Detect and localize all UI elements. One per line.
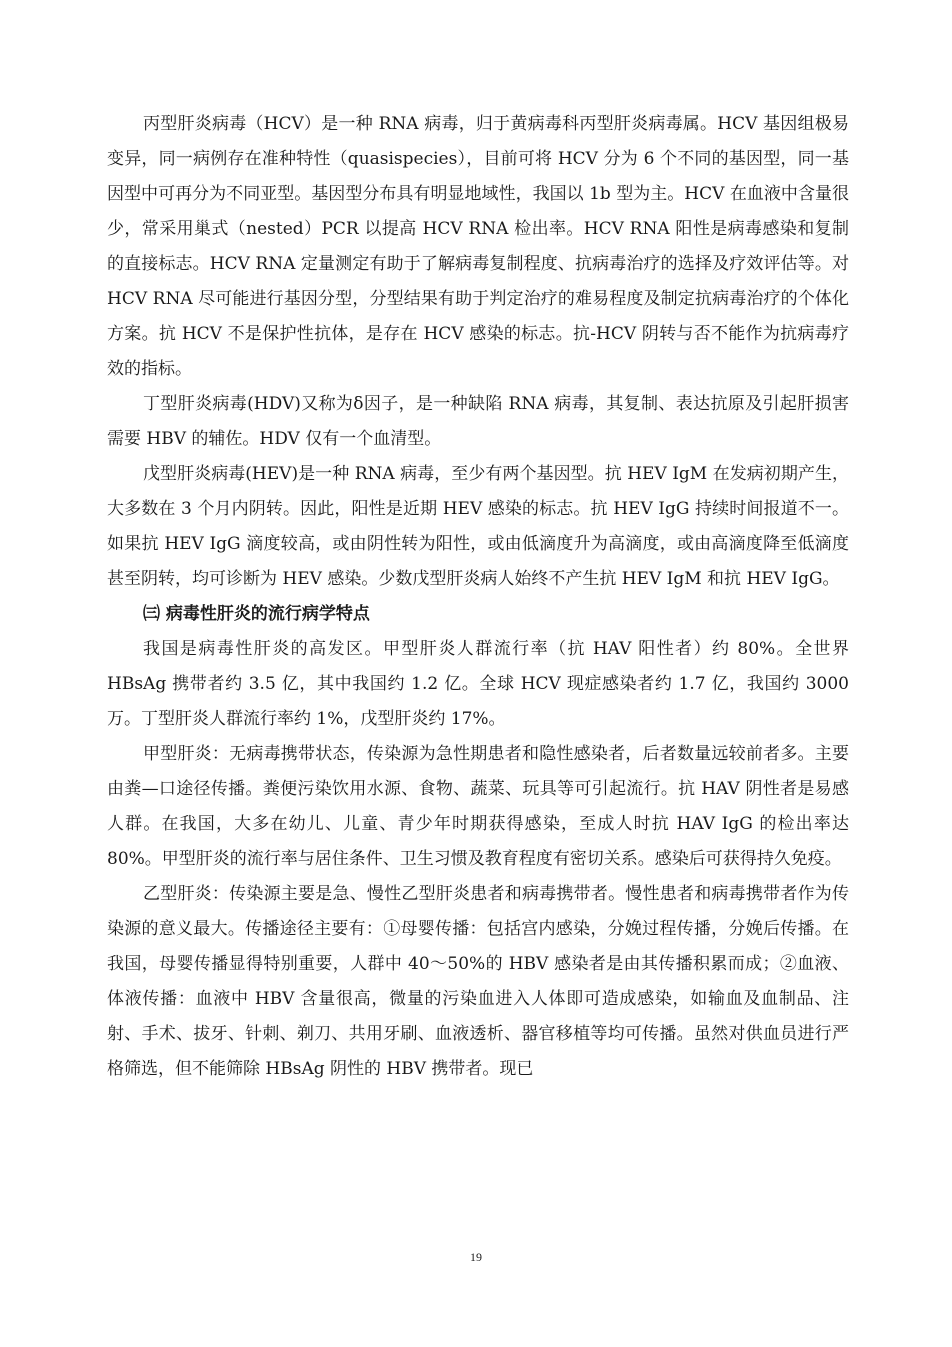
paragraph-hev: 戊型肝炎病毒(HEV)是一种 RNA 病毒，至少有两个基因型。抗 HEV IgM 在发病初期产生，大多数在 3 个月内阴转。因此，阳性是近期 HEV 感染的标志。抗 HEV IgG 持续时间报道不一。如果抗 HEV IgG 滴度较高，或由阴性转为阳性，或由低滴度升为高滴度，或由高滴度降至低滴度甚至阴转，均可诊断为 HEV 感染。少数戊型肝炎病人始终不产生抗 HEV IgM 和抗 HEV IgG。: [107, 464, 849, 589]
paragraph-hepatitis-b: 乙型肝炎：传染源主要是急、慢性乙型肝炎患者和病毒携带者。慢性患者和病毒携带者作为传染源的意义最大。传播途径主要有：①母婴传播：包括宫内感染，分娩过程传播，分娩后传播。在我国，母婴传播显得特别重要，人群中 40～50%的 HBV 感染者是由其传播积累而成；②血液、体液传播：血液中 HBV 含量很高，微量的污染血进入人体即可造成感染，如输血及血制品、注射、手术、拔牙、针刺、剃刀、共用牙刷、血液透析、器官移植等均可传播。虽然对供血员进行严格筛选，但不能筛除 HBsAg 阴性的 HBV 携带者。现已: [107, 884, 849, 1079]
paragraph-hcv: 丙型肝炎病毒（HCV）是一种 RNA 病毒，归于黄病毒科丙型肝炎病毒属。HCV 基因组极易变异，同一病例存在准种特性（quasispecies），目前可将 HCV 分为 6 个不同的基因型，同一基因型中可再分为不同亚型。基因型分布具有明显地域性，我国以 1b 型为主。HCV 在血液中含量很少，常采用巢式（nested）PCR 以提高 HCV RNA 检出率。HCV RNA 阳性是病毒感染和复制的直接标志。HCV RNA 定量测定有助于了解病毒复制程度、抗病毒治疗的选择及疗效评估等。对 HCV RNA 尽可能进行基因分型，分型结果有助于判定治疗的难易程度及制定抗病毒治疗的个体化方案。抗 HCV 不是保护性抗体，是存在 HCV 感染的标志。抗-HCV 阴转与否不能作为抗病毒疗效的指标。: [107, 114, 849, 379]
paragraph-hdv: 丁型肝炎病毒(HDV)又称为δ因子，是一种缺陷 RNA 病毒，其复制、表达抗原及引起肝损害需要 HBV 的辅佐。HDV 仅有一个血清型。: [107, 394, 849, 449]
section-heading: ㈢ 病毒性肝炎的流行病学特点: [143, 604, 370, 624]
paragraph-epidemiology: 我国是病毒性肝炎的高发区。甲型肝炎人群流行率（抗 HAV 阳性者）约 80%。全世界 HBsAg 携带者约 3.5 亿，其中我国约 1.2 亿。全球 HCV 现症感染者约 1.7 亿，我国约 3000 万。丁型肝炎人群流行率约 1%，戊型肝炎约 17%。: [107, 639, 849, 729]
paragraph-hepatitis-a: 甲型肝炎：无病毒携带状态，传染源为急性期患者和隐性感染者，后者数量远较前者多。主要由粪—口途径传播。粪便污染饮用水源、食物、蔬菜、玩具等可引起流行。抗 HAV 阴性者是易感人群。在我国，大多在幼儿、儿童、青少年时期获得感染，至成人时抗 HAV IgG 的检出率达 80%。甲型肝炎的流行率与居住条件、卫生习惯及教育程度有密切关系。感染后可获得持久免疫。: [107, 744, 849, 869]
body-text: [107, 107, 849, 1087]
page-number: 19: [470, 1250, 482, 1264]
